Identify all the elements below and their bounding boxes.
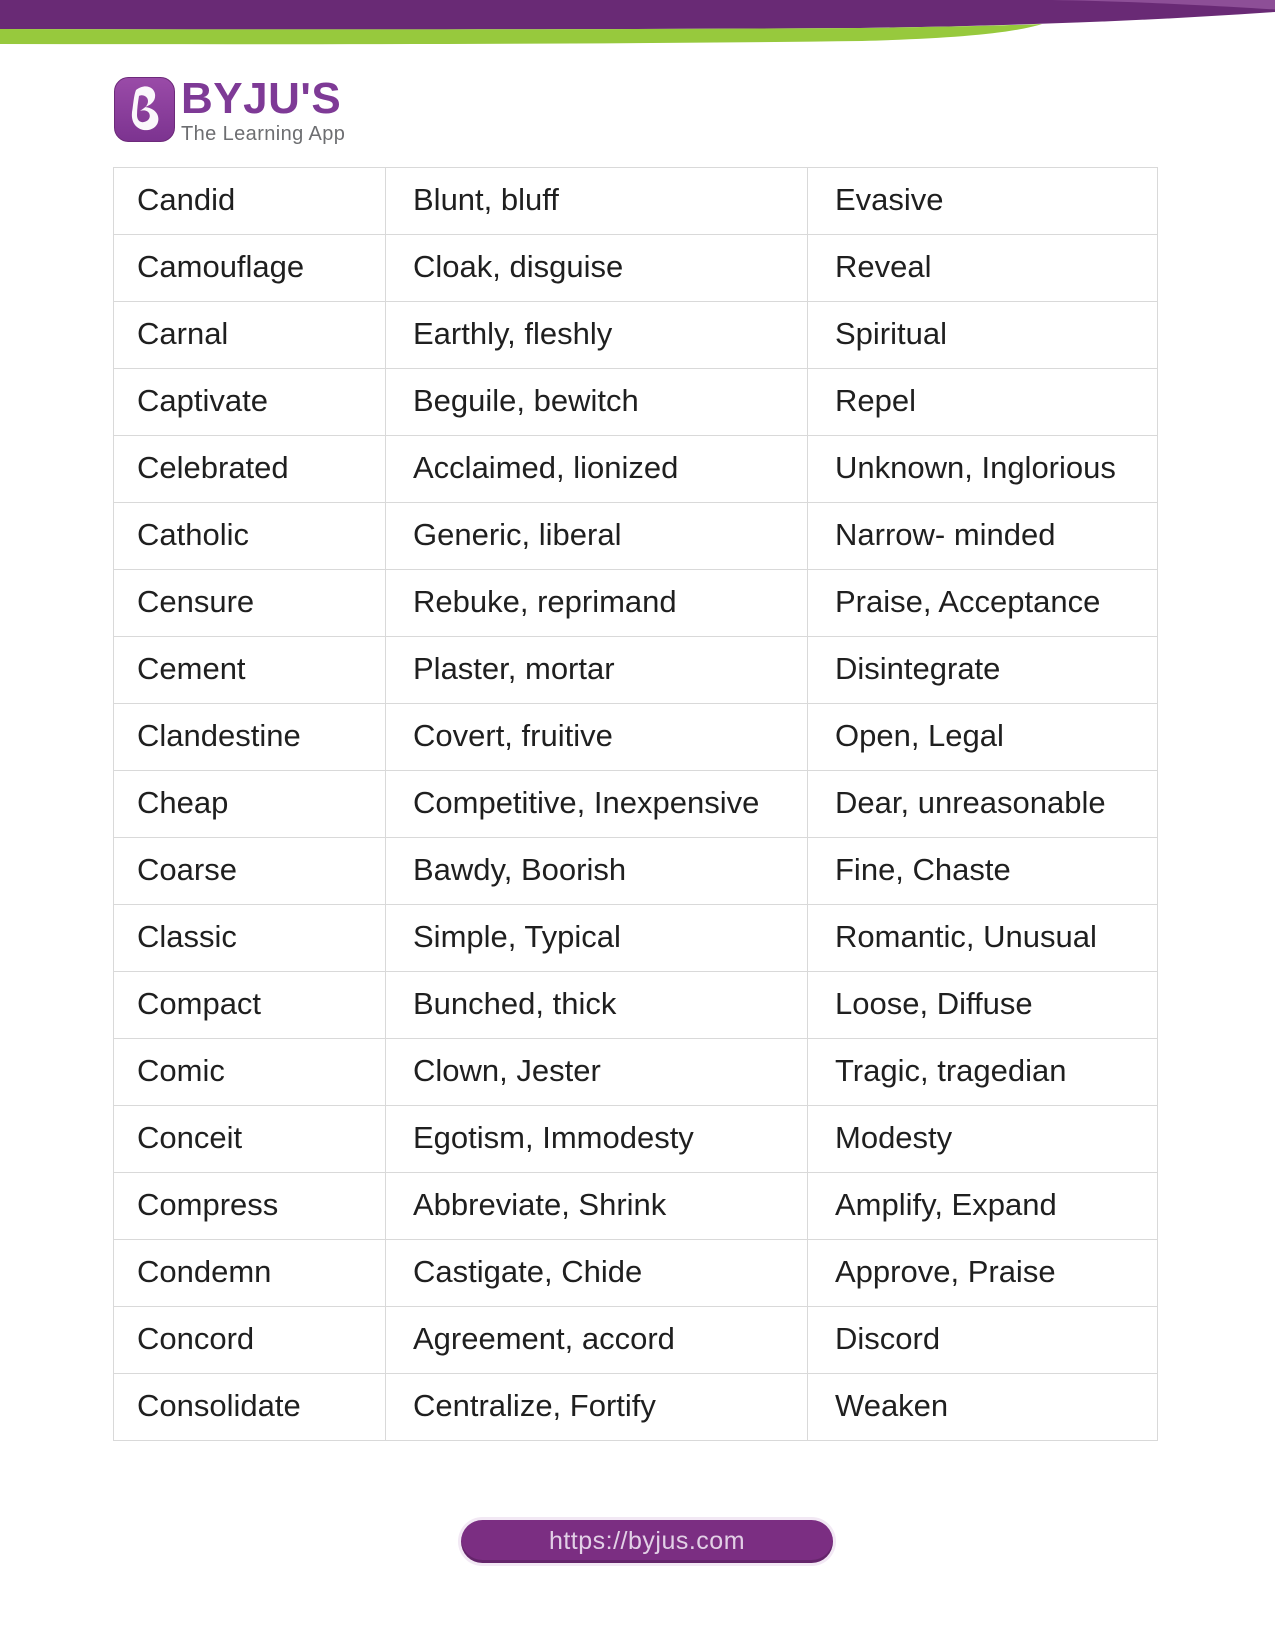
brand-wordmark: BYJU'S — [181, 74, 342, 123]
cell-word: Catholic — [114, 503, 386, 570]
table-row — [114, 168, 1158, 235]
cell-antonyms: Spiritual — [808, 302, 1158, 369]
cell-word: Coarse — [114, 838, 386, 905]
cell-synonyms: Acclaimed, lionized — [386, 436, 808, 503]
footer-url-text: https://byjus.com — [548, 1527, 746, 1555]
cell-synonyms: Covert, fruitive — [386, 704, 808, 771]
cell-antonyms: Amplify, Expand — [808, 1173, 1158, 1240]
cell-antonyms: Narrow- minded — [808, 503, 1158, 570]
table-row — [114, 1039, 1158, 1106]
cell-synonyms: Abbreviate, Shrink — [386, 1173, 808, 1240]
cell-antonyms: Evasive — [808, 168, 1158, 235]
cell-word: Condemn — [114, 1240, 386, 1307]
cell-antonyms: Loose, Diffuse — [808, 972, 1158, 1039]
table-row — [114, 235, 1158, 302]
cell-word: Carnal — [114, 302, 386, 369]
table-row — [114, 905, 1158, 972]
table-row — [114, 704, 1158, 771]
cell-antonyms: Unknown, Inglorious — [808, 436, 1158, 503]
cell-synonyms: Bawdy, Boorish — [386, 838, 808, 905]
table-row — [114, 637, 1158, 704]
cell-synonyms: Competitive, Inexpensive — [386, 771, 808, 838]
header-purple-band — [0, 0, 1275, 29]
table-row — [114, 1307, 1158, 1374]
cell-synonyms: Agreement, accord — [386, 1307, 808, 1374]
cell-synonyms: Simple, Typical — [386, 905, 808, 972]
cell-word: Compact — [114, 972, 386, 1039]
cell-synonyms: Blunt, bluff — [386, 168, 808, 235]
cell-antonyms: Romantic, Unusual — [808, 905, 1158, 972]
cell-word: Celebrated — [114, 436, 386, 503]
cell-word: Consolidate — [114, 1374, 386, 1441]
cell-antonyms: Discord — [808, 1307, 1158, 1374]
cell-word: Cheap — [114, 771, 386, 838]
cell-synonyms: Beguile, bewitch — [386, 369, 808, 436]
cell-antonyms: Repel — [808, 369, 1158, 436]
table-row — [114, 1374, 1158, 1441]
cell-antonyms: Dear, unreasonable — [808, 771, 1158, 838]
table-row — [114, 503, 1158, 570]
cell-word: Cement — [114, 637, 386, 704]
byjus-b-icon — [114, 77, 175, 142]
cell-word: Clandestine — [114, 704, 386, 771]
cell-word: Concord — [114, 1307, 386, 1374]
byjus-logo — [114, 74, 346, 145]
cell-word: Classic — [114, 905, 386, 972]
cell-antonyms: Reveal — [808, 235, 1158, 302]
table-row — [114, 1106, 1158, 1173]
cell-word: Conceit — [114, 1106, 386, 1173]
cell-synonyms: Rebuke, reprimand — [386, 570, 808, 637]
footer-url-pill[interactable] — [461, 1520, 833, 1563]
cell-word: Captivate — [114, 369, 386, 436]
cell-antonyms: Fine, Chaste — [808, 838, 1158, 905]
cell-antonyms: Modesty — [808, 1106, 1158, 1173]
cell-word: Candid — [114, 168, 386, 235]
cell-word: Camouflage — [114, 235, 386, 302]
header-swoosh — [0, 0, 1275, 50]
cell-synonyms: Castigate, Chide — [386, 1240, 808, 1307]
cell-synonyms: Generic, liberal — [386, 503, 808, 570]
logo-text-block — [181, 74, 346, 145]
cell-synonyms: Egotism, Immodesty — [386, 1106, 808, 1173]
cell-synonyms: Plaster, mortar — [386, 637, 808, 704]
cell-antonyms: Approve, Praise — [808, 1240, 1158, 1307]
cell-antonyms: Praise, Acceptance — [808, 570, 1158, 637]
table-row — [114, 771, 1158, 838]
table-row — [114, 972, 1158, 1039]
cell-word: Comic — [114, 1039, 386, 1106]
table-row — [114, 1173, 1158, 1240]
cell-antonyms: Tragic, tragedian — [808, 1039, 1158, 1106]
cell-antonyms: Weaken — [808, 1374, 1158, 1441]
table-row — [114, 436, 1158, 503]
table-row — [114, 570, 1158, 637]
table-row — [114, 369, 1158, 436]
cell-synonyms: Clown, Jester — [386, 1039, 808, 1106]
cell-antonyms: Disintegrate — [808, 637, 1158, 704]
cell-synonyms: Centralize, Fortify — [386, 1374, 808, 1441]
cell-synonyms: Bunched, thick — [386, 972, 808, 1039]
table-row — [114, 302, 1158, 369]
cell-synonyms: Earthly, fleshly — [386, 302, 808, 369]
cell-word: Censure — [114, 570, 386, 637]
table-row — [114, 1240, 1158, 1307]
cell-word: Compress — [114, 1173, 386, 1240]
table-row — [114, 838, 1158, 905]
brand-tagline: The Learning App — [181, 123, 346, 145]
cell-antonyms: Open, Legal — [808, 704, 1158, 771]
synonym-antonym-table — [113, 167, 1158, 1441]
cell-synonyms: Cloak, disguise — [386, 235, 808, 302]
